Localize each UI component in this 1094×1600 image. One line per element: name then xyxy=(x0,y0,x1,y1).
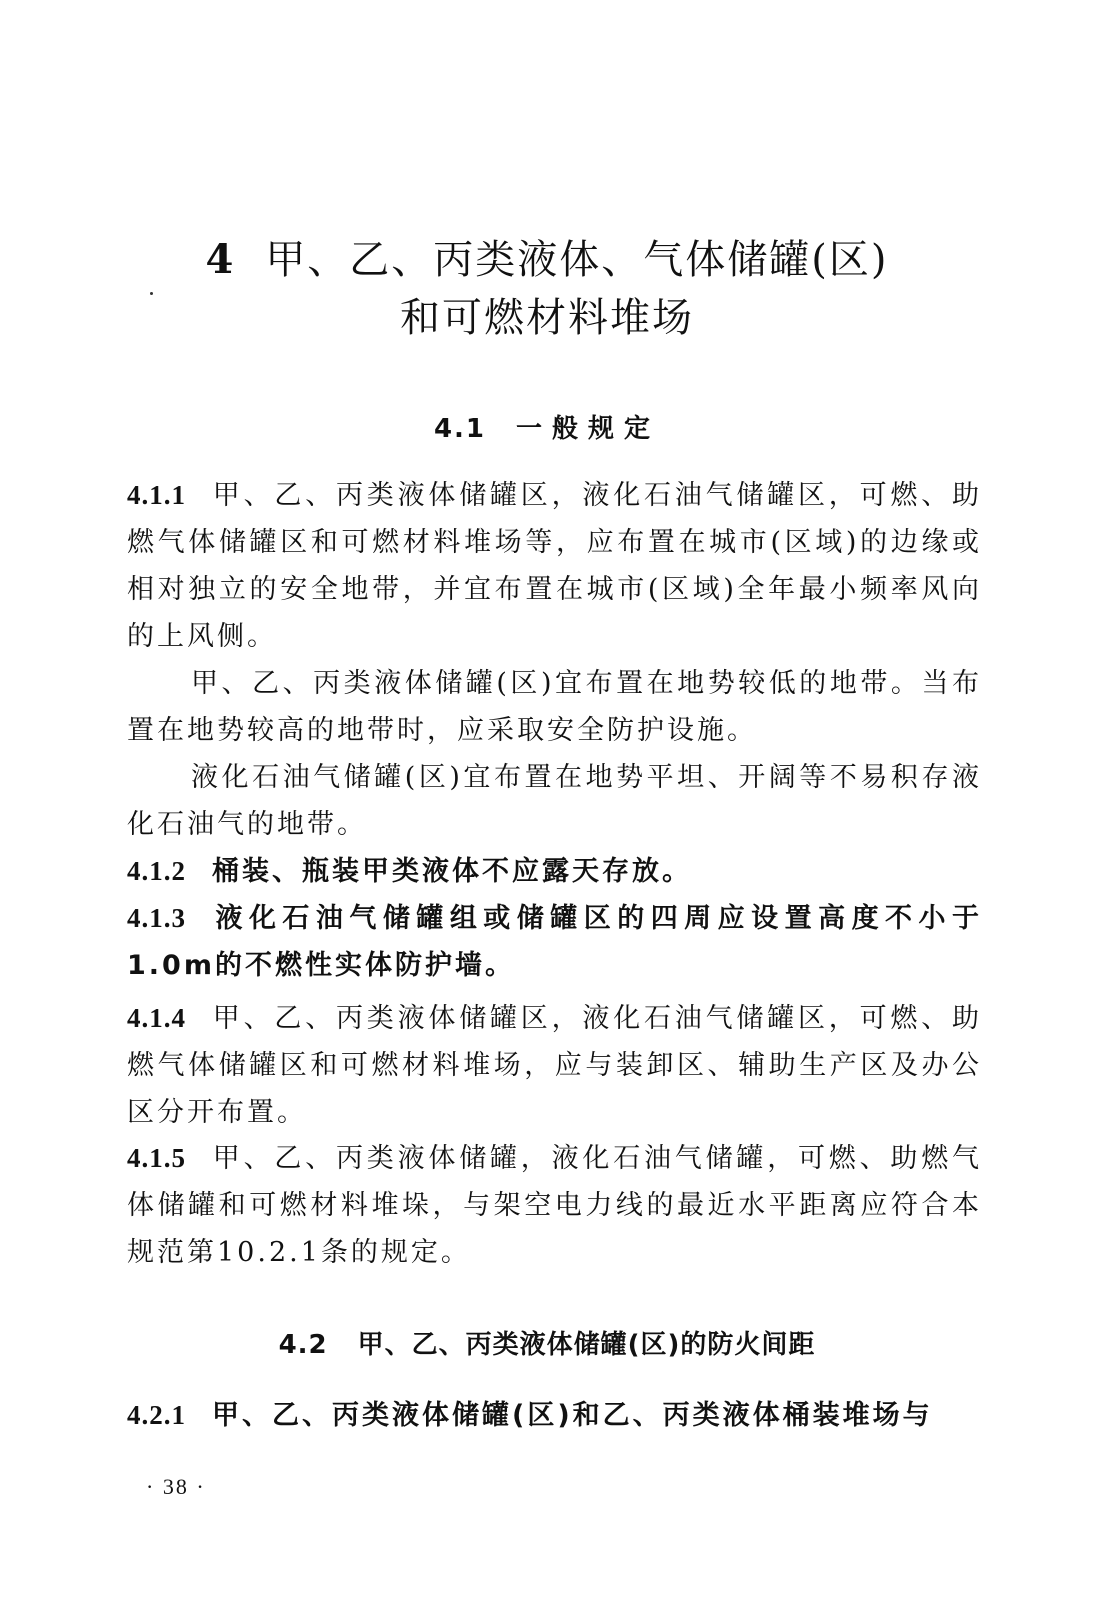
clause-4-1-2 xyxy=(127,848,982,895)
clause-text: 甲、乙、丙类液体储罐(区)和乙、丙类液体桶装堆场与 xyxy=(212,1400,933,1431)
section-number: 4.1 xyxy=(433,414,487,444)
page-number: · 38 · xyxy=(146,1474,206,1499)
clause-4-1-3 xyxy=(127,895,982,989)
clause-4-1-1-paragraph-3: 液化石油气储罐(区)宜布置在地势平坦、开阔等不易积存液化石油气的地带。 xyxy=(127,762,982,840)
clause-4-2-1 xyxy=(127,1392,982,1439)
chapter-title-line1 xyxy=(0,228,1094,285)
clause-text: 甲、乙、丙类液体储罐，液化石油气储罐，可燃、助燃气体储罐和可燃材料堆垛，与架空电力线的最近水平距离应符合本规范第10.2.1条的规定。 xyxy=(127,1143,982,1268)
chapter-number: 4 xyxy=(205,236,236,283)
chapter-title-text: 甲、乙、丙类液体、气体储罐(区) xyxy=(265,237,889,283)
clause-text: 甲、乙、丙类液体储罐区，液化石油气储罐区，可燃、助燃气体储罐区和可燃材料堆场，应与装卸区、辅助生产区及办公区分开布置。 xyxy=(127,1003,982,1128)
clause-4-1-4 xyxy=(127,995,982,1136)
clause-number: 4.2.1 xyxy=(127,1400,186,1430)
section-title: 甲、乙、丙类液体储罐(区)的防火间距 xyxy=(357,1330,816,1360)
clause-4-1-1 xyxy=(127,472,982,660)
clause-number: 4.1.1 xyxy=(127,480,186,510)
scan-speck xyxy=(150,292,153,295)
clause-number: 4.1.5 xyxy=(127,1143,186,1173)
section-heading-4-1 xyxy=(0,408,1094,445)
section-heading-4-2 xyxy=(0,1324,1094,1361)
clause-number: 4.1.4 xyxy=(127,1003,186,1033)
clause-text: 桶装、瓶装甲类液体不应露天存放。 xyxy=(212,856,692,887)
section-number: 4.2 xyxy=(278,1330,328,1360)
clause-number: 4.1.3 xyxy=(127,903,186,933)
chapter-title-line2: 和可燃材料堆场 xyxy=(400,295,694,341)
clause-4-1-5 xyxy=(127,1135,982,1276)
clause-4-1-1-paragraph-2: 甲、乙、丙类液体储罐(区)宜布置在地势较低的地带。当布置在地势较高的地带时，应采取安全防护设施。 xyxy=(127,668,982,746)
clause-number: 4.1.2 xyxy=(127,856,186,886)
section-title: 一般规定 xyxy=(516,414,661,444)
clause-text: 液化石油气储罐组或储罐区的四周应设置高度不小于1.0m的不燃性实体防护墙。 xyxy=(127,903,982,981)
clause-text: 甲、乙、丙类液体储罐区，液化石油气储罐区，可燃、助燃气体储罐区和可燃材料堆场等，应布置在城市(区域)的边缘或相对独立的安全地带，并宜布置在城市(区域)全年最小频率风向的上风侧。 xyxy=(127,480,982,652)
